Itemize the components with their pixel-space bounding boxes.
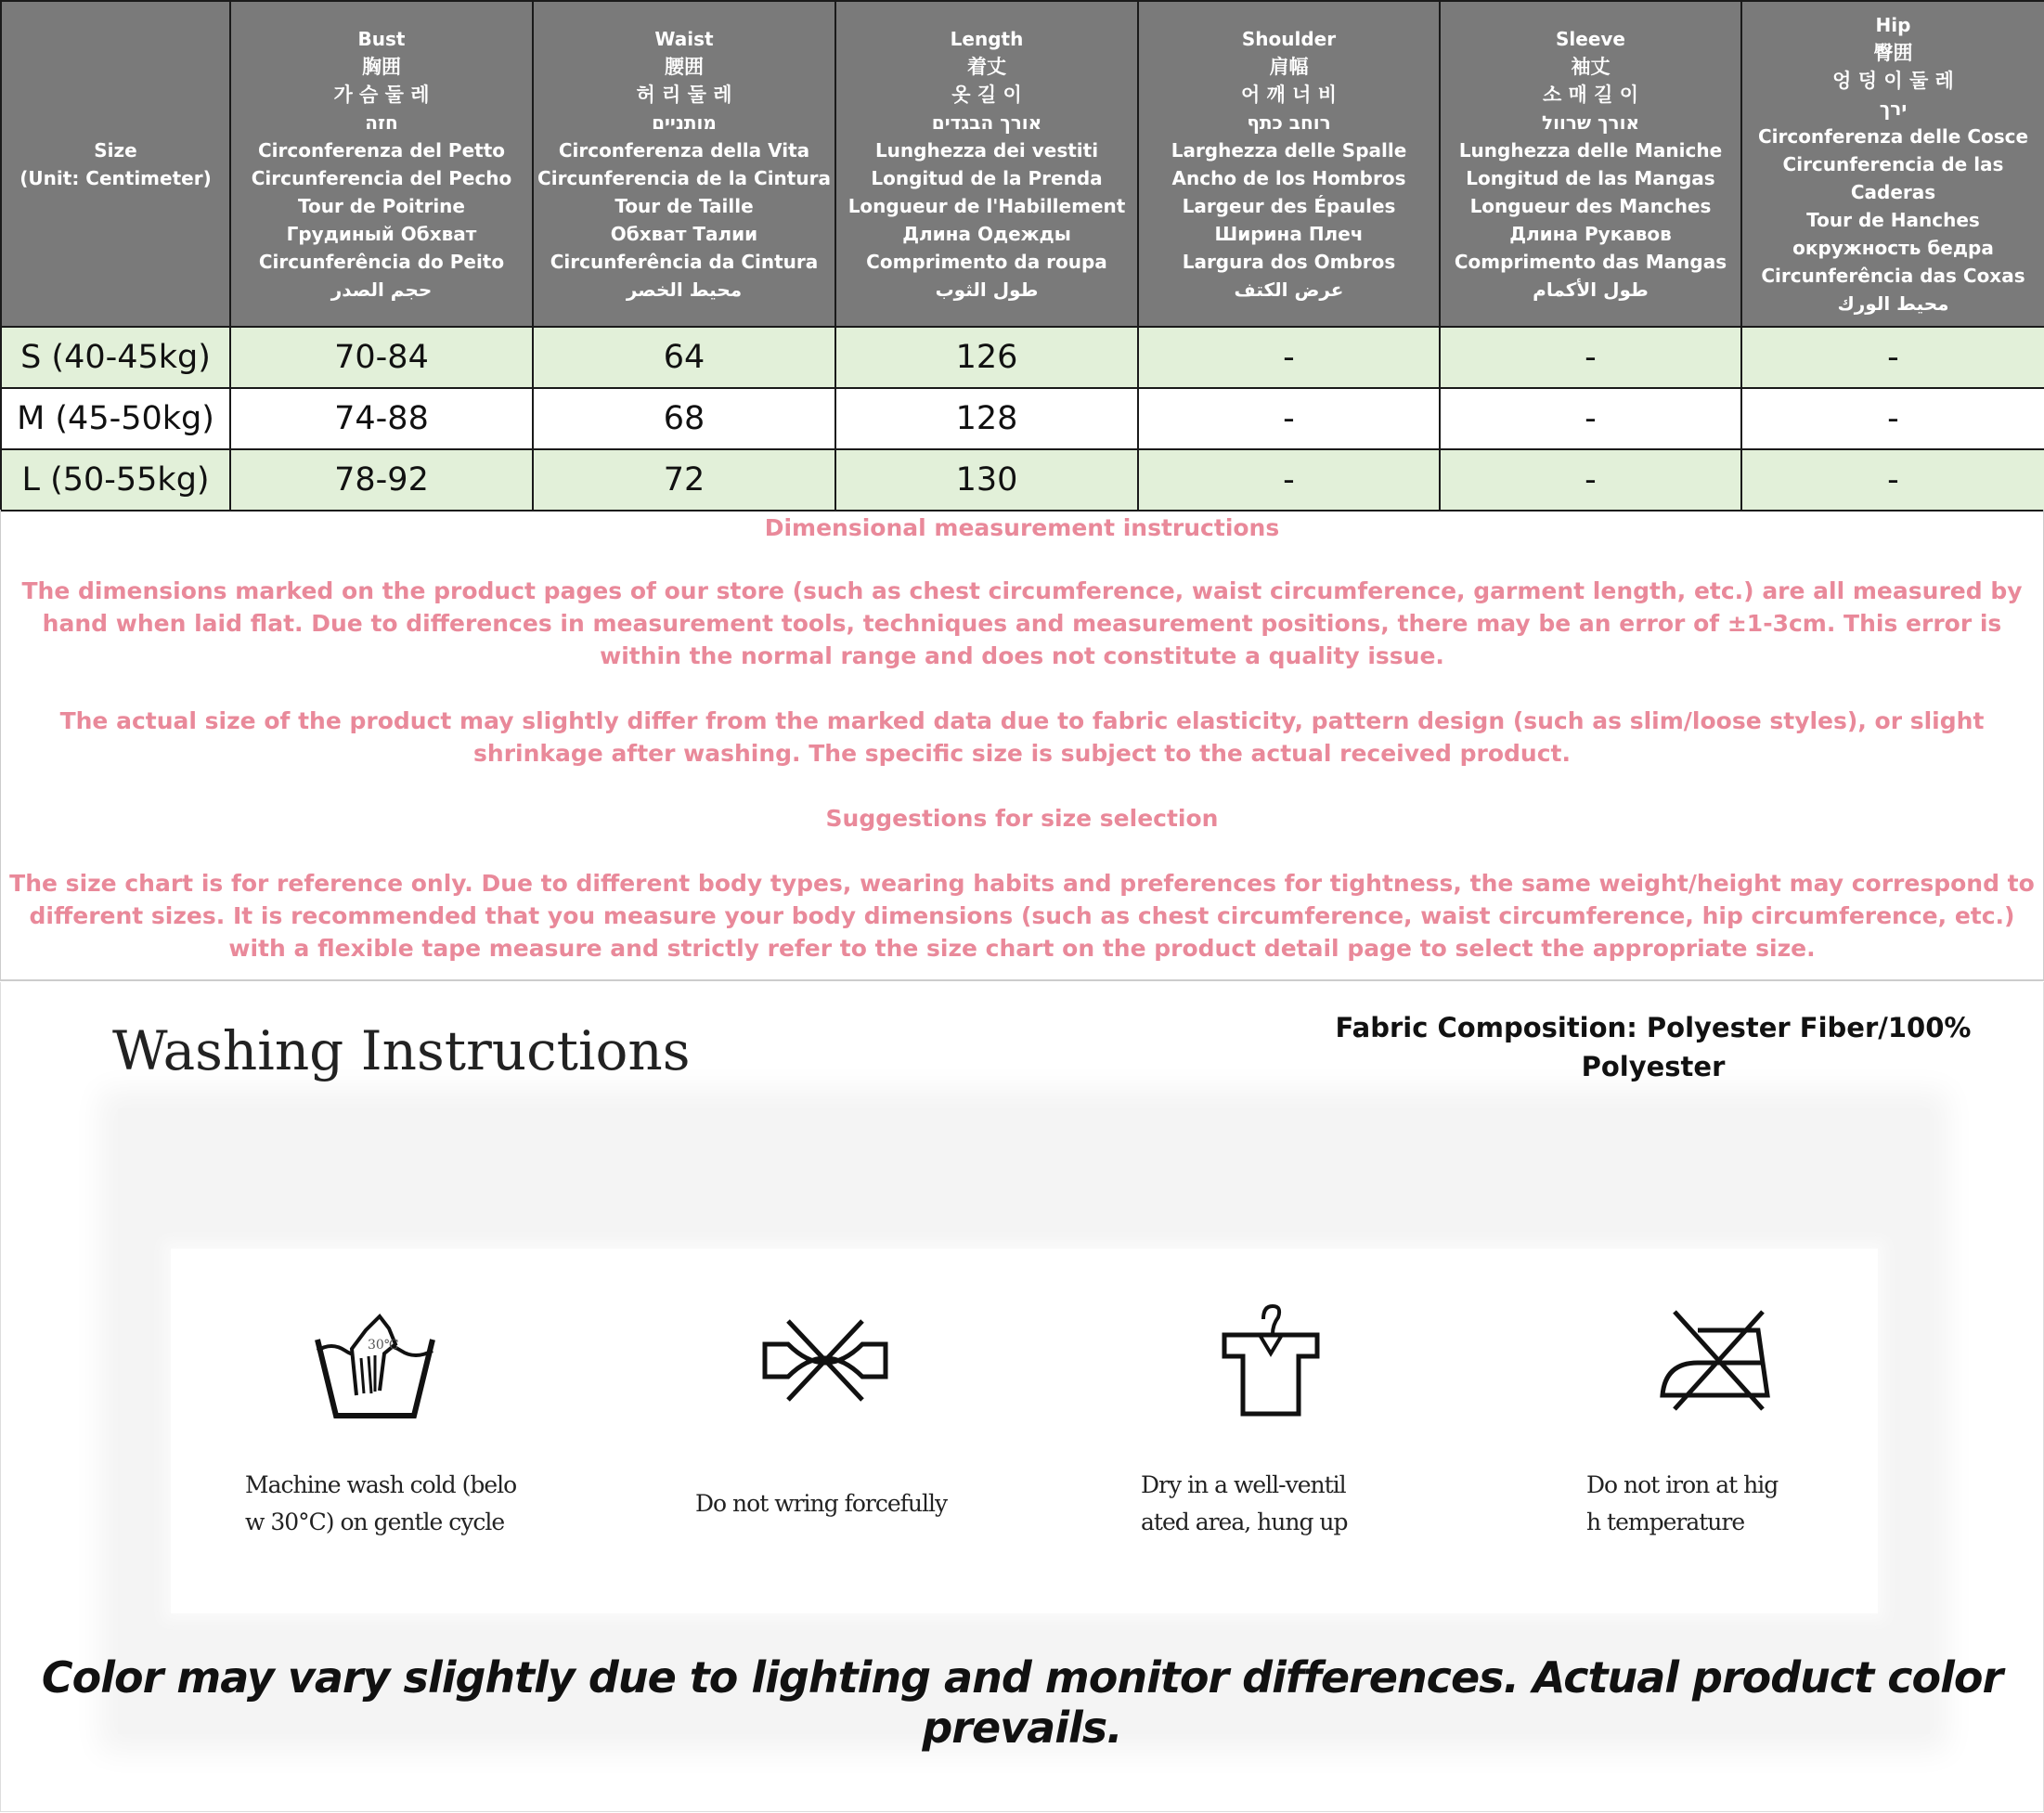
- do-not-wring-icon: [760, 1302, 890, 1423]
- column-header-line: 腰囲: [665, 55, 704, 78]
- column-header-line: חזה: [365, 110, 398, 134]
- care-label-dry: [1141, 1467, 1438, 1541]
- column-header-line: Largeur des Épaules: [1182, 194, 1396, 217]
- column-header-line: Circonferenza della Vita: [558, 138, 810, 162]
- care-item-wash: [180, 1249, 551, 1613]
- care-label-line: Do not iron at hig: [1586, 1471, 1779, 1498]
- column-header-line: окружность бедра: [1792, 236, 1994, 259]
- column-header-line: Lunghezza dei vestiti: [874, 138, 1099, 162]
- cell-bust: 70-84: [230, 327, 533, 388]
- measurement-notes: [0, 510, 2044, 981]
- care-label-line: w 30°C) on gentle cycle: [245, 1509, 505, 1535]
- column-header-line: Longitud de la Prenda: [871, 166, 1103, 189]
- column-header-line: Circunferência da Cintura: [550, 250, 819, 273]
- table-header-row: [1, 1, 2044, 327]
- column-header-sleeve: [1440, 1, 1741, 327]
- column-header-line: محيط الخصر: [626, 278, 743, 301]
- column-header-line: Comprimento das Mangas: [1454, 250, 1727, 273]
- column-header-line: محيط الورك: [1837, 291, 1949, 315]
- color-disclaimer: Color may vary slightly due to lighting and monitor differences. Actual product color prevails.: [41, 1652, 2003, 1753]
- column-header-line: Обхват Талии: [610, 222, 758, 245]
- table-row: [1, 449, 2044, 511]
- column-header-line: طول الأكمام: [1533, 278, 1649, 301]
- column-header-line: 옷 길 이: [951, 83, 1022, 106]
- column-header-line: Lunghezza delle Maniche: [1458, 138, 1723, 162]
- column-header-line: Shoulder: [1241, 27, 1337, 50]
- column-header-line: Caderas: [1850, 180, 1936, 203]
- cell-size: M (45-50kg): [1, 388, 230, 449]
- cell-length: 128: [835, 388, 1138, 449]
- care-label-line: Dry in a well-ventil: [1141, 1471, 1346, 1498]
- column-header-line: מותניים: [652, 110, 717, 134]
- notes-title-suggestions: Suggestions for size selection: [825, 805, 1219, 832]
- column-header-length: [835, 1, 1138, 327]
- column-header-line: 胸囲: [362, 55, 401, 78]
- column-header-line: Hip: [1875, 13, 1911, 36]
- column-header-line: Circunferencia de la Cintura: [537, 166, 831, 189]
- column-header-hip: [1741, 1, 2044, 327]
- column-header-line: Longitud de las Mangas: [1466, 166, 1715, 189]
- cell-sleeve: -: [1440, 449, 1741, 511]
- cell-size: S (40-45kg): [1, 327, 230, 388]
- care-label-iron: [1586, 1467, 1883, 1541]
- cell-shoulder: -: [1138, 388, 1440, 449]
- column-header-size: [1, 1, 230, 327]
- column-header-shoulder: [1138, 1, 1440, 327]
- column-header-line: Size: [94, 138, 137, 162]
- fabric-composition: [1319, 1008, 1987, 1086]
- cell-hip: -: [1741, 388, 2044, 449]
- column-header-line: Largura dos Ombros: [1182, 250, 1396, 273]
- column-header-line: אורך שרוול: [1541, 110, 1640, 134]
- care-item-wring: [630, 1249, 1002, 1613]
- care-label-line: h temperature: [1586, 1509, 1745, 1535]
- column-header-line: ירך: [1879, 97, 1908, 120]
- washing-title: Washing Instructions: [112, 1019, 691, 1082]
- cell-hip: -: [1741, 327, 2044, 388]
- column-header-line: 엉 덩 이 둘 레: [1832, 69, 1954, 92]
- care-label-wash: [245, 1467, 542, 1541]
- column-header-line: Longueur de l'Habillement: [847, 194, 1126, 217]
- notes-title-measurement: Dimensional measurement instructions: [764, 514, 1280, 541]
- care-item-iron: [1521, 1249, 1893, 1613]
- cell-bust: 74-88: [230, 388, 533, 449]
- column-header-line: 허 리 둘 레: [636, 83, 732, 106]
- column-header-line: Tour de Taille: [614, 194, 754, 217]
- column-header-line: אורך הבגדים: [931, 110, 1042, 134]
- column-header-line: 가 슴 둘 레: [333, 83, 430, 106]
- column-header-line: Circunferência das Coxas: [1761, 264, 2025, 287]
- column-header-line: רוחב כתף: [1247, 110, 1331, 134]
- cell-waist: 72: [533, 449, 835, 511]
- table-row: [1, 388, 2044, 449]
- column-header-line: حجم الصدر: [330, 278, 433, 301]
- hang-dry-icon: [1206, 1302, 1336, 1423]
- column-header-line: Length: [950, 27, 1024, 50]
- cell-length: 130: [835, 449, 1138, 511]
- cell-shoulder: -: [1138, 449, 1440, 511]
- column-header-line: Грудиный Обхват: [286, 222, 477, 245]
- column-header-line: Larghezza delle Spalle: [1171, 138, 1407, 162]
- cell-shoulder: -: [1138, 327, 1440, 388]
- column-header-line: Circonferenza del Petto: [257, 138, 506, 162]
- column-header-line: Bust: [357, 27, 406, 50]
- column-header-line: Длина Рукавов: [1509, 222, 1672, 245]
- column-header-line: طول الثوب: [935, 278, 1039, 301]
- column-header-line: Circunferencia del Pecho: [251, 166, 512, 189]
- do-not-iron-icon: [1651, 1302, 1781, 1423]
- care-label-line: Do not wring forcefully: [695, 1490, 948, 1517]
- notes-paragraph-2: The actual size of the product may slightly differ from the marked data due to fabric elasticity, pattern design (such as slim/loose styles), or slight shrinkage after washing. The specific size is subject to the actual received product.: [59, 707, 1985, 767]
- column-header-line: Comprimento da roupa: [866, 250, 1107, 273]
- cell-waist: 68: [533, 388, 835, 449]
- column-header-line: Circonferenza delle Cosce: [1757, 124, 2029, 148]
- column-header-line: Ancho de los Hombros: [1171, 166, 1406, 189]
- column-header-line: 肩幅: [1269, 55, 1309, 78]
- care-label-wring: [695, 1485, 992, 1522]
- column-header-line: 소 매 길 이: [1542, 83, 1639, 106]
- column-header-line: Tour de Poitrine: [298, 194, 465, 217]
- column-header-line: عرض الكتف: [1234, 278, 1344, 301]
- cell-bust: 78-92: [230, 449, 533, 511]
- column-header-bust: [230, 1, 533, 327]
- svg-text:30℃: 30℃: [368, 1338, 399, 1353]
- cell-hip: -: [1741, 449, 2044, 511]
- care-item-dry: [1076, 1249, 1447, 1613]
- column-header-line: 어 깨 너 비: [1240, 83, 1338, 106]
- column-header-line: Длина Одежды: [902, 222, 1071, 245]
- fabric-composition-line1: Fabric Composition: Polyester Fiber/100%: [1335, 1012, 1972, 1043]
- column-header-line: 袖丈: [1571, 55, 1611, 78]
- care-label-line: Machine wash cold (belo: [245, 1471, 517, 1498]
- column-header-waist: [533, 1, 835, 327]
- table-row: [1, 327, 2044, 388]
- notes-paragraph-3: The size chart is for reference only. Due to different body types, wearing habits and preferences for tightness, the same weight/height may correspond to different sizes. It is recommended that you measure your body dimensions (such as chest circumference, waist circumference, hip circumference, etc.) with a flexible tape measure and strictly refer to the size chart on the product detail page to select the appropriate size.: [9, 870, 2035, 962]
- care-symbols-panel: [171, 1249, 1878, 1613]
- column-header-line: Circunferência do Peito: [258, 250, 505, 273]
- column-header-line: 着丈: [967, 55, 1006, 78]
- cell-sleeve: -: [1440, 388, 1741, 449]
- cell-length: 126: [835, 327, 1138, 388]
- notes-paragraph-1: The dimensions marked on the product pages of our store (such as chest circumference, waist circumference, garment length, etc.) are all measured by hand when laid flat. Due to differences in measurement tools, techniques and measurement positions, there may be an error of ±1-3cm. This error is within the normal range and does not constitute a quality issue.: [21, 577, 2023, 669]
- column-header-line: Circunferencia de las: [1782, 152, 2004, 175]
- size-chart-table: [0, 0, 2044, 512]
- cell-sleeve: -: [1440, 327, 1741, 388]
- cell-size: L (50-55kg): [1, 449, 230, 511]
- column-header-line: Ширина Плеч: [1214, 222, 1364, 245]
- care-label-line: ated area, hung up: [1141, 1509, 1348, 1535]
- column-header-line: Sleeve: [1556, 27, 1625, 50]
- column-header-line: 臀囲: [1873, 41, 1913, 64]
- washing-instructions-section: [0, 982, 2044, 1812]
- column-header-line: Waist: [654, 27, 714, 50]
- column-header-line: Tour de Hanches: [1806, 208, 1980, 231]
- column-header-line: Longueur des Manches: [1469, 194, 1712, 217]
- hand-wash-30-icon: [310, 1302, 440, 1423]
- cell-waist: 64: [533, 327, 835, 388]
- column-header-line: (Unit: Centimeter): [19, 166, 212, 189]
- fabric-composition-line2: Polyester: [1581, 1051, 1726, 1082]
